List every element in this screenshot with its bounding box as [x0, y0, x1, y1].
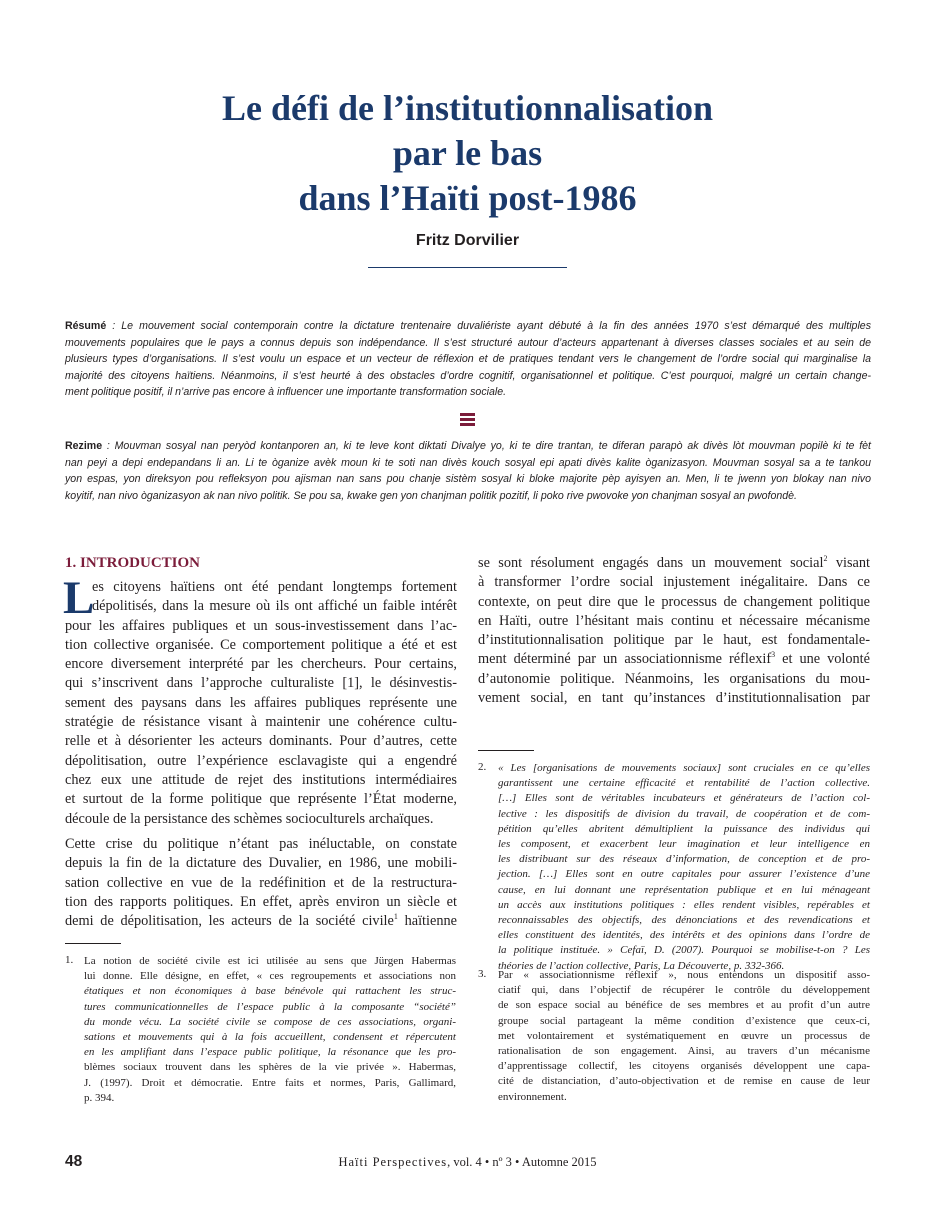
body-line: dépolitisation, outre l’expérience esclavagiste qui a engendré: [65, 752, 457, 769]
footnote-rule: [478, 750, 534, 751]
abstract-line: yon espas, yon direksyon pou refleksyon pou ajisman nan sans pou chanje sistèm sosyal ki bloke majorite pèp ayisyen an. Men, li te jwenn yon blokay nan nivo: [65, 473, 871, 485]
title-line-2: par le bas: [392, 133, 543, 173]
footnote-line: lui donne. Elle désigne, en effet, « ces regroupements et associations non: [84, 970, 456, 983]
body-line: es citoyens haïtiens ont été pendant longtemps fortement: [92, 579, 457, 595]
body-line: chez eux une attitude de rejet des institutions intermédiaires: [65, 771, 457, 788]
body-line: stratégie de résistance visant à maintenir une cohérence cultu-: [65, 714, 457, 731]
footnote-line: blèmes sociaux trouvent dans les sphères de la vie privée ». Habermas,: [84, 1061, 456, 1074]
footnote-line: la politique instituée. » Cefaï, D. (2007). Pourquoi se mobilise-t-on ? Les: [498, 944, 870, 957]
body-line: depuis la fin de la dictature des Duvalier, en 1986, une mobili-: [65, 855, 457, 872]
body-line: d’institutionnalisation politique par le haut, est fondamentale-: [478, 632, 870, 649]
footnote-line: les distribuant sur des réseaux d’information, de conception et de pro-: [498, 853, 870, 866]
footnote-line: en les amplifiant dans l’espace public politique, la résonance que les pro-: [84, 1046, 456, 1059]
body-line: en Haïti, outre l’hésitant mais continu et nécessaire mécanisme: [478, 612, 870, 629]
footnote-line: elles constituent des identités, des intérêts et des opinions dans l’ordre de: [498, 929, 870, 942]
footnote-line: pétition qu’elles abritent démultiplient la puissance des individus qui: [498, 822, 870, 835]
footnote-line: du monde vécu. La société civile se compose de ces associations, organi-: [84, 1015, 456, 1028]
footnote-line: cité de distanciation, d’auto-objectivation et de remise en cause de leur: [498, 1075, 870, 1088]
footnote-line: Par « associationnisme réflexif », nous entendons un dispositif asso-: [498, 969, 870, 981]
drop-cap: L: [63, 572, 95, 624]
abstract-line: Rezime : Mouvman sosyal nan peryòd kontanporen an, ki te leve kont diktati Divalye yo, ki te dire trantan, te diferan parapò ak divès lòt mouvman popilè ki te fèt: [65, 440, 871, 452]
body-line: à transformer l’ordre social injustement inégalitaire. Dans ce: [478, 574, 870, 591]
author-underline: [368, 267, 567, 268]
abstract-line: mouvements populaires que le pays a connus depuis son indépendance. Il s’est structuré autour d’acteurs appartenant à diverses classes sociales et au sein de: [65, 336, 871, 349]
body-line: dépolitisés, dans la mesure où ils ont affiché un faible intérêt: [92, 598, 457, 615]
footnote-line: cause, en lui donnant une représentation publique et en lui ménageant: [498, 883, 870, 896]
footnote-rule: [65, 943, 121, 944]
footnote-line: garantissent une certaine efficacité et rentabilité de l’action collective.: [498, 777, 870, 790]
page-number: 48: [65, 1153, 83, 1170]
footnote-3: [498, 968, 870, 1105]
author-name: Fritz Dorvilier: [415, 232, 520, 249]
intro-paragraph-1: [65, 617, 457, 829]
footnote-line: de son espace social au bénéfice de ses membres et au profit d’un autre: [498, 999, 870, 1012]
footnote-ref[interactable]: 2: [823, 554, 828, 564]
title-line-1: Le défi de l’institutionnalisation: [221, 88, 714, 128]
body-line: d’autonomie politique. Néanmoins, les organisations du mou-: [478, 670, 870, 687]
intro-paragraph-2: [65, 835, 457, 931]
footnote-1: [84, 954, 456, 1106]
footnote-line: tures communicationnelles de l’espace public à la composante “société”: [84, 1000, 456, 1013]
footnote-line: ciatif qui, dans l’objectif de récupérer le contrôle du développement: [498, 984, 870, 997]
abstract-label: Résumé: [65, 320, 107, 332]
footnote-line: rationalisation de son engagement. Ainsi, au travers d’un mécanisme: [498, 1045, 870, 1058]
abstract-line: plusieurs types d’organisations. Il s’est voulu un espace et un vecteur de réflexion et de pratiques tendant vers le changement de l’ordre social qui marginalise la: [65, 353, 871, 365]
journal-issue: , vol. 4 • nº 3 • Automne 2015: [447, 1155, 597, 1169]
abstract-line: Résumé : Le mouvement social contemporain contre la dictature trentenaire duvaliériste ayant débuté à la fin des années 1970 s’est démarqué des multiples: [65, 320, 871, 332]
body-line: tion des rapports politiques. En effet, après environ un siècle et: [65, 893, 457, 910]
footnote-line: les composent, et exacerbent leur imagination et leur intelligence en: [498, 838, 870, 851]
footnote-line: p. 394.: [84, 1091, 115, 1104]
footnote-number: 1.: [65, 954, 74, 966]
body-line: encore diversement interprété par les chercheurs. Pour certains,: [65, 656, 457, 673]
body-line: contexte, on peut dire que le processus de changement politique: [478, 593, 870, 610]
footnote-line: La notion de société civile est ici utilisée au sens que Jürgen Habermas: [84, 955, 456, 967]
footnote-line: théories de l’action collective, Paris, La Découverte, p. 332-366.: [498, 959, 785, 972]
body-line: sation collective en vue de la redéfinition et de la restructura-: [65, 874, 457, 891]
footnote-ref[interactable]: 3: [771, 650, 776, 660]
article-title: [0, 86, 935, 221]
body-line: se sont résolument engagés dans un mouvement social$^2$ visant: [478, 554, 871, 571]
abstract-line: ment politique positif, il n’arrive pas encore à influencer une importante transformation sociale.: [65, 386, 507, 398]
body-line: sement des paysans dans les affaires publiques représente une: [65, 694, 457, 711]
footnote-number: 3.: [478, 968, 487, 980]
abstract-line: majorité des citoyens haïtiens. Néanmoins, il s’est heurté à des obstacles d’ordre cognitif, organisationnel et politique. C’est pourquoi, malgré un certain change-: [65, 369, 871, 382]
body-line: et surtout de la forme politique que représente l’État moderne,: [65, 791, 457, 808]
abstract-french: [65, 318, 871, 401]
footnote-line: groupe social partageant la même condition d’existence que ceux-ci,: [498, 1014, 870, 1027]
section-divider-icon: [460, 413, 475, 427]
body-line: découle de la persistance des schèmes socioculturels archaïques.: [65, 810, 434, 827]
footnote-line: jection. […] Elles sont en outre capitales pour assurer l’existence d’une: [498, 868, 870, 881]
footnote-line: d’apprentissage collectif, les citoyens organisés développent une capa-: [498, 1060, 870, 1073]
abstract-label: Rezime: [65, 440, 103, 452]
body-line: demi de dépolitisation, les acteurs de la société civile$^1$ haïtienne: [65, 912, 457, 930]
footnote-line: J. (1997). Droit et démocratie. Entre faits et normes, Paris, Gallimard,: [84, 1076, 456, 1089]
journal-name: Haïti Perspectives: [338, 1155, 448, 1169]
footnote-line: environnement.: [498, 1090, 567, 1103]
intro-continuation: [478, 554, 870, 708]
body-line: pour les affaires publiques et un sous-investissement dans l’ac-: [65, 617, 457, 634]
footnote-line: met volontairement et systématiquement en œuvre un processus de: [498, 1029, 870, 1042]
footnote-line: […] Elles sont de véritables incubateurs et générateurs de l’action col-: [498, 792, 870, 805]
footnote-number: 2.: [478, 761, 487, 773]
footnote-line: reconnaissables des objectifs, des dénonciations et des revendications et: [498, 914, 870, 927]
body-line: Cette crise du politique n’étant pas inéluctable, on constate: [65, 836, 457, 852]
journal-footer: [0, 1155, 935, 1170]
body-line: ment déterminé par un associationnisme réflexif$^3$ et une volonté: [478, 650, 870, 668]
footnote-line: « Les [organisations de mouvements sociaux] sont cruciales en ce qu’elles: [498, 762, 870, 774]
body-line: tion collective organisée. Ce comportement politique a été et est: [65, 636, 457, 653]
title-line-3: dans l’Haïti post-1986: [298, 178, 637, 218]
abstract-line: nan peyi a depi endepandans li an. Li te òganize avèk moun ki te soti nan divès kouch sosyal epi apati divès kalite òganizasyon. Mouvman sosyal sa a te tankou: [65, 456, 871, 469]
footnote-2: [498, 761, 870, 974]
footnote-line: sations et mouvements qui à la fois accueillent, condensent et répercutent: [84, 1031, 456, 1044]
body-line: qui s’inscrivent dans l’approche culturaliste [1], le désinvestis-: [65, 675, 457, 692]
footnote-line: étatiques et non économiques à base bénévole qui rattachent les struc-: [84, 985, 456, 998]
abstract-line: koyitif, nan nivo òganizasyon ak nan nivo politik. Se pou sa, kwake gen yon chanjman politik pozitif, li poko rive pwovoke yon chanjman sosyal an pwofondè.: [65, 489, 797, 502]
footnote-line: lective : les dispositifs de division du travail, de coopération et de com-: [498, 807, 870, 820]
footnote-line: un accès aux institutions politiques : elles rendent visibles, repérables et: [498, 898, 870, 911]
intro-opening-lines: [92, 578, 457, 617]
footnote-ref[interactable]: 1: [393, 912, 398, 922]
body-line: relle et à désorienter les acteurs dominants. Pour d’autres, cette: [65, 733, 457, 750]
body-line: vement social, en tant qu’instances d’institutionnalisation par: [478, 690, 870, 707]
section-heading: 1. INTRODUCTION: [65, 555, 201, 571]
abstract-creole: [65, 438, 871, 504]
